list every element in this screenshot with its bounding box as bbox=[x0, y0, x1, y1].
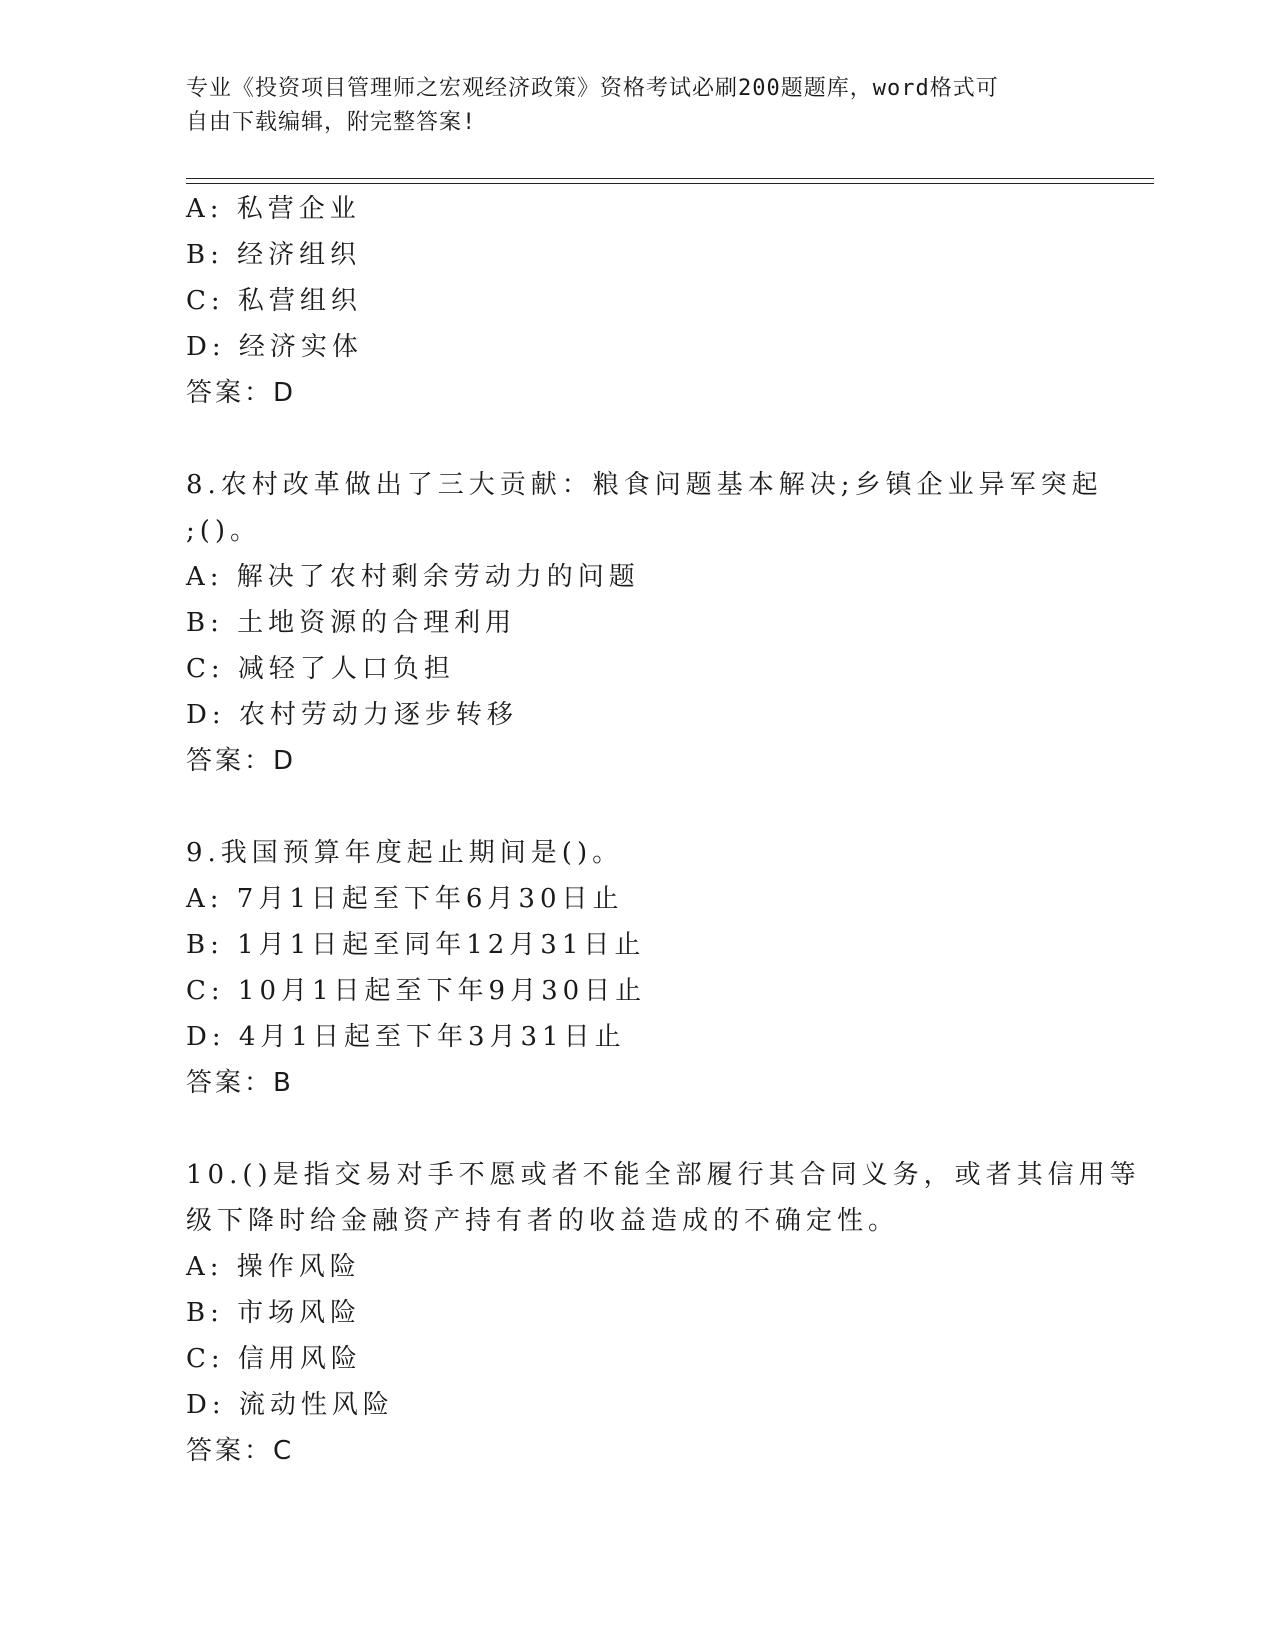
header-rule-bottom bbox=[186, 183, 1154, 184]
option-d: D: 经济实体 bbox=[186, 332, 363, 362]
answer-line: 答案：B bbox=[186, 1068, 294, 1098]
document-header bbox=[186, 72, 1076, 140]
question-stem-line-1: 8.农村改革做出了三大贡献：粮食问题基本解决;乡镇企业异军突起 bbox=[186, 470, 1103, 500]
option-d: D: 农村劳动力逐步转移 bbox=[186, 700, 518, 730]
question-block-10 bbox=[186, 1152, 1141, 1474]
header-line-2: 自由下载编辑，附完整答案! bbox=[186, 110, 477, 135]
option-c: C: 信用风险 bbox=[186, 1344, 362, 1374]
spacer bbox=[186, 1106, 1086, 1152]
option-c: C: 减轻了人口负担 bbox=[186, 654, 455, 684]
option-a: A: 解决了农村剩余劳动力的问题 bbox=[186, 562, 640, 592]
option-b: B: 经济组织 bbox=[186, 240, 362, 270]
option-d: D: 流动性风险 bbox=[186, 1390, 394, 1420]
answer-line: 答案：D bbox=[186, 746, 297, 776]
spacer bbox=[186, 416, 1086, 462]
question-stem-line-2: ;()。 bbox=[186, 516, 262, 546]
option-c: C: 10月1日起至下年9月30日止 bbox=[186, 976, 647, 1006]
option-b: B: 土地资源的合理利用 bbox=[186, 608, 517, 638]
question-block-8 bbox=[186, 462, 1103, 784]
option-b: B: 1月1日起至同年12月31日止 bbox=[186, 930, 646, 960]
option-a: A: 私营企业 bbox=[186, 194, 361, 224]
question-stem-line-1: 9.我国预算年度起止期间是()。 bbox=[186, 838, 624, 868]
header-line-1: 专业《投资项目管理师之宏观经济政策》资格考试必刷200题题库，word格式可 bbox=[186, 76, 999, 101]
option-c: C: 私营组织 bbox=[186, 286, 362, 316]
option-a: A: 7月1日起至下年6月30日止 bbox=[186, 884, 624, 914]
option-a: A: 操作风险 bbox=[186, 1252, 361, 1282]
answer-line: 答案：C bbox=[186, 1436, 295, 1466]
answer-line: 答案：D bbox=[186, 378, 297, 408]
question-block-9 bbox=[186, 830, 1086, 1106]
spacer bbox=[186, 784, 1086, 830]
option-b: B: 市场风险 bbox=[186, 1298, 362, 1328]
question-block-7 bbox=[186, 186, 1086, 416]
option-d: D: 4月1日起至下年3月31日止 bbox=[186, 1022, 626, 1052]
question-stem-line-2: 级下降时给金融资产持有者的收益造成的不确定性。 bbox=[186, 1206, 900, 1236]
header-rule-top bbox=[186, 178, 1154, 179]
question-list bbox=[186, 186, 1141, 1474]
question-stem-line-1: 10.()是指交易对手不愿或者不能全部履行其合同义务，或者其信用等 bbox=[186, 1160, 1141, 1190]
